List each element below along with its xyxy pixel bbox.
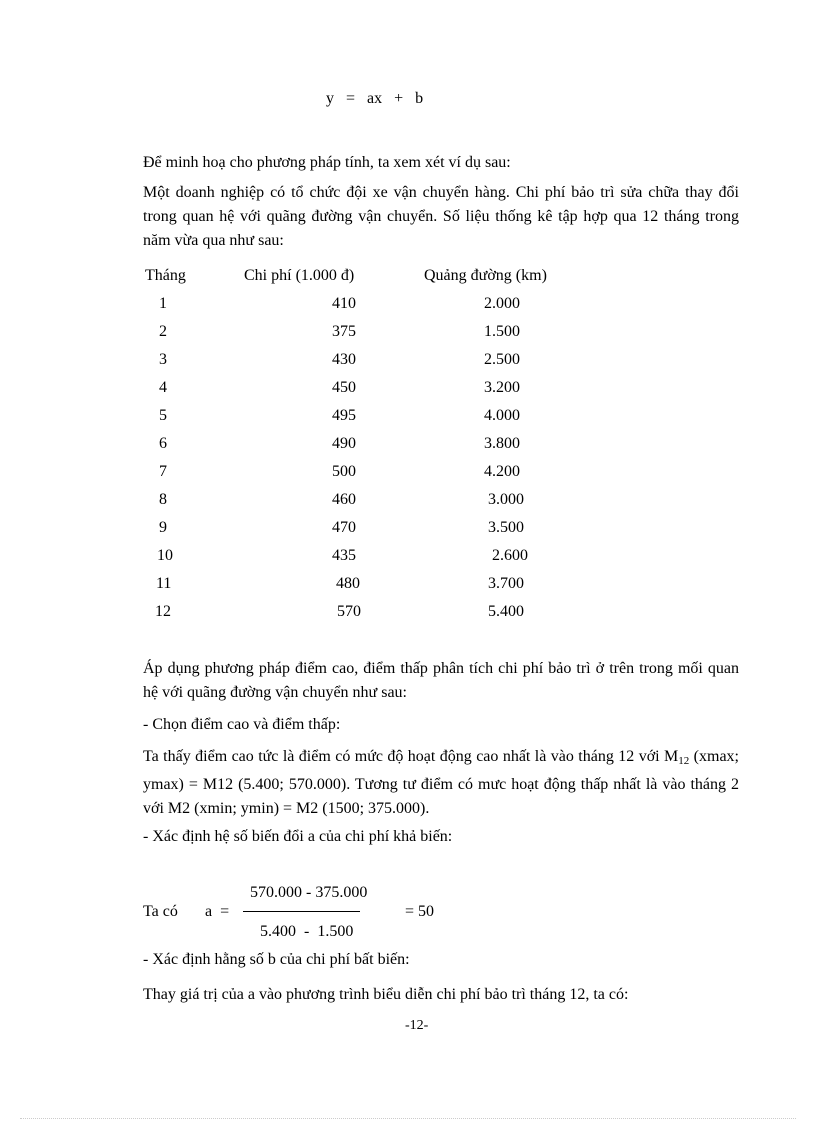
page-number: -12-	[405, 1018, 429, 1033]
table-row: 2 375 1.500	[159, 323, 520, 340]
page-divider	[20, 1118, 796, 1119]
header-cost: Chi phí (1.000 đ)	[244, 267, 355, 284]
step3-text: Thay giá trị của a vào phương trình biểu diễn chi phí bảo trì tháng 12, ta có:	[143, 986, 629, 1003]
table-row: 9 470 3.500	[159, 519, 524, 536]
step1-heading: - Chọn điểm cao và điểm thấp:	[143, 716, 341, 733]
table-row: 4 450 3.200	[159, 379, 520, 396]
fraction-bar	[243, 911, 360, 912]
example-paragraph	[143, 181, 739, 253]
table-row: 6 490 3.800	[159, 435, 520, 452]
formula-prefix: Ta có	[143, 903, 178, 920]
cost-table	[143, 262, 580, 626]
table-row: 3 430 2.500	[159, 351, 520, 368]
table-row: 7 500 4.200	[159, 463, 520, 480]
intro-text: Để minh hoạ cho phương pháp tính, ta xem xét ví dụ sau:	[143, 154, 511, 171]
header-distance: Quảng đường (km)	[424, 267, 547, 284]
step1-paragraph	[143, 745, 739, 821]
example-text: Một doanh nghiệp có tổ chức đội xe vận chuyển hàng. Chi phí bảo trì sửa chữa thay đổi trong quan hệ với quãng đường vận chuyển. Số liệu thống kê tập hợp qua 12 tháng trong năm vừa qua như sau:	[143, 184, 739, 249]
formula-numerator: 570.000 - 375.000	[250, 884, 368, 901]
step1-text-a: Ta thấy điểm cao tức là điểm có mức độ hoạt động cao nhất là vào tháng 12 với M	[143, 748, 679, 765]
table-row: 11 480 3.700	[156, 575, 524, 592]
linear-equation: y = ax + b	[326, 90, 424, 107]
formula-denominator: 5.400 - 1.500	[260, 923, 354, 940]
formula-variable: a =	[205, 903, 230, 920]
table-row: 8 460 3.000	[159, 491, 524, 508]
header-month: Tháng	[145, 267, 186, 284]
table-row: 12 570 5.400	[155, 603, 524, 620]
apply-paragraph: Áp dụng phương pháp điểm cao, điểm thấp phân tích chi phí bảo trì ở trên trong mối quan hệ với quãng đường vận chuyển như sau:	[143, 660, 739, 701]
step1-subscript: 12	[678, 755, 690, 767]
table-row: 5 495 4.000	[159, 407, 520, 424]
formula-result: = 50	[405, 903, 435, 920]
table-row: 1 410 2.000	[159, 295, 520, 312]
step2-heading: - Xác định hệ số biến đổi a của chi phí khả biến:	[143, 828, 453, 845]
table-header	[143, 262, 580, 290]
table-row: 10 435 2.600	[157, 547, 528, 564]
step3-heading: - Xác định hằng số b của chi phí bất biến:	[143, 951, 410, 968]
step1-text-b: (xmax; ymax) = M12 (5.400; 570.000). Tương tư điểm có mưc hoạt động thấp nhất là vào tháng 2 với M2 (xmin; ymin) = M2 (1500; 375.000).	[143, 748, 739, 817]
